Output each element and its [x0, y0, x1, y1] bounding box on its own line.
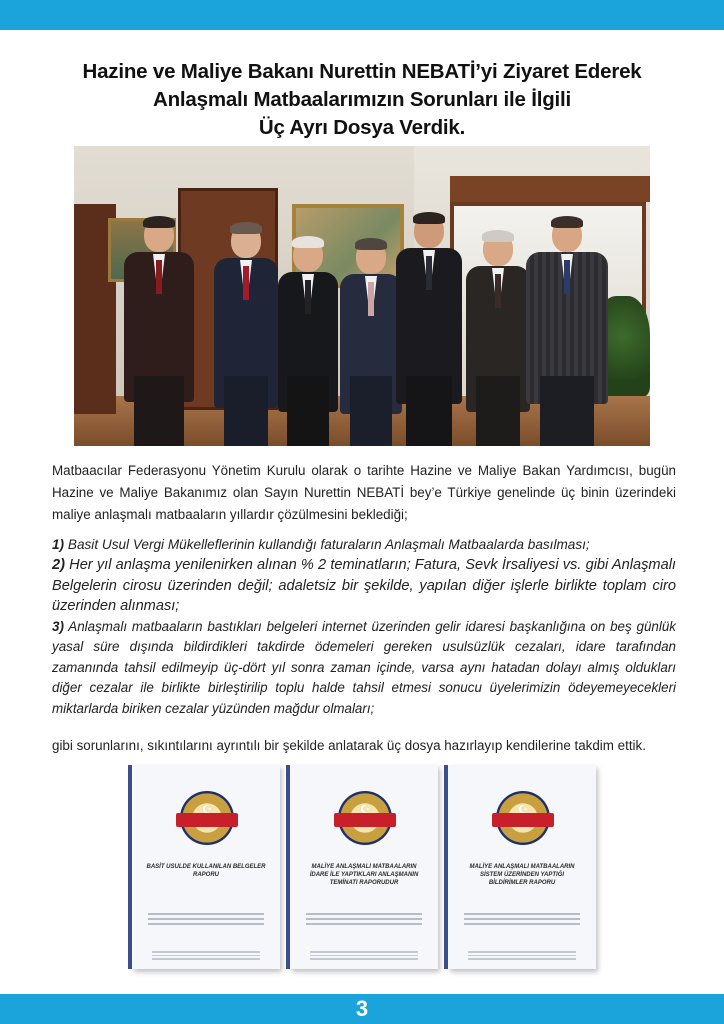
report-cover	[132, 765, 280, 969]
federation-logo-icon: ☪	[496, 791, 550, 845]
list-item: 3) Anlaşmalı matbaaların bastıkları belgeleri internet üzerinden gelir idaresi başkanlığına on beş günlük yasal süre dışında bildirdikleri takdirde ödemeleri gereken usulsüzlük cezaları, idare tarafından zamanında tahsil edilmeyip üç-dört yıl sonra zaman içinde, varsa aynı hatadan dolayı almış oldukları diğer cezalar ile birlikte birleştirilip toplu halde tahsil etmesi sonucu üyelerimizin ödeyemeyecekleri miktarlarda biriken cezalar yüzünden mağdur olmaları;	[52, 618, 676, 716]
closing-paragraph: gibi sorunlarını, sıkıntılarını ayrıntılı bir şekilde anlatarak üç dosya hazırlayıp kendilerine takdim ettik.	[52, 738, 646, 753]
intro-paragraph: Matbaacılar Federasyonu Yönetim Kurulu olarak o tarihte Hazine ve Maliye Bakan Yardımcısı, bugün Hazine ve Maliye Bakanımız olan Sayın Nurettin NEBATİ bey’e Türkiye genelinde üç binin üzerindeki maliye anlaşmalı matbaaların yıllardır çözülmesini beklediği;	[52, 463, 676, 522]
page-title	[40, 58, 684, 142]
federation-logo-icon: ☪	[338, 791, 392, 845]
report-cover	[448, 765, 596, 969]
person	[396, 214, 462, 446]
title-line-2: Anlaşmalı Matbaalarımızın Sorunları ile İlgili	[153, 88, 571, 111]
page-number: 3	[355, 996, 369, 1021]
federation-logo-icon: ☪	[180, 791, 234, 845]
list-item: 2) Her yıl anlaşma yenilenirken alınan % 2 teminatların; Fatura, Sevk İrsaliyesi vs. gibi Anlaşmalı Belgelerin cirosu üzerinden değil; adaletsiz bir şekilde, yapılan diğer işlerle birlikte toplam ciro üzerinden alınması;	[52, 557, 676, 615]
report-cover	[290, 765, 438, 969]
report-title: MALİYE ANLAŞMALI MATBAALARIN SİSTEM ÜZERİNDEN YAPTIĞI BİLDİRİMLER RAPORU	[469, 864, 575, 886]
list-item: 1) Basit Usul Vergi Mükelleflerinin kullandığı faturaların Anlaşmalı Matbaalarda basılması;	[52, 537, 590, 552]
person	[526, 218, 608, 446]
top-accent-bar	[0, 0, 724, 30]
report-title: MALİYE ANLAŞMALI MATBAALARIN İDARE İLE YAPTIKLARI ANLAŞMANIN TEMİNATI RAPORUDUR	[309, 864, 419, 886]
person	[124, 218, 194, 446]
person	[466, 232, 530, 446]
person	[278, 238, 338, 446]
person	[340, 240, 402, 446]
group-photo	[74, 146, 650, 446]
title-line-1: Hazine ve Maliye Bakanı Nurettin NEBATİ’yi Ziyaret Ederek	[82, 60, 642, 83]
title-line-3: Üç Ayrı Dosya Verdik.	[258, 116, 466, 139]
issue-list	[52, 535, 676, 719]
report-files	[128, 765, 598, 977]
person	[214, 224, 278, 446]
report-title: BASİT USULDE KULLANILAN BELGELER RAPORU	[146, 864, 266, 878]
